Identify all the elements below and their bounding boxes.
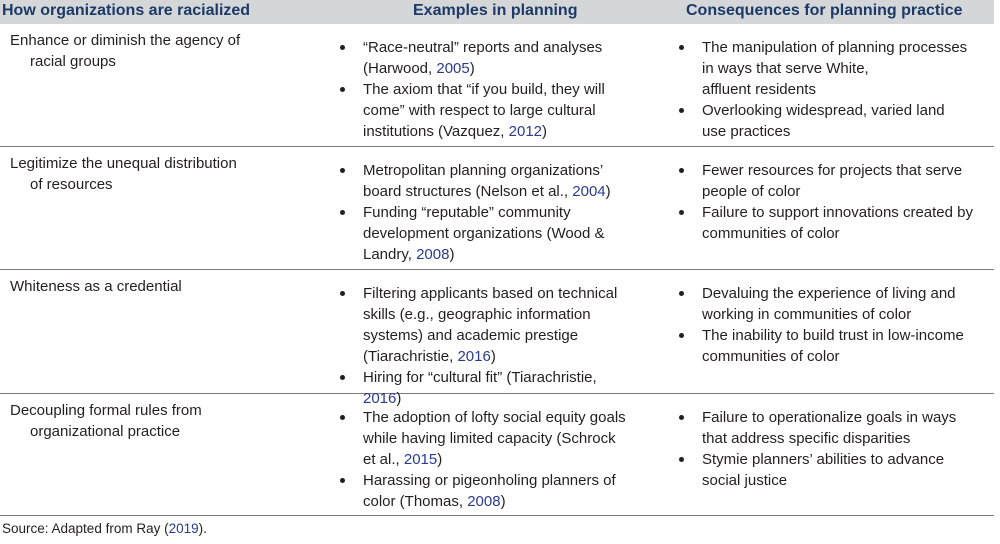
row-org-cell: Decoupling formal rules from organizational practice: [10, 402, 202, 440]
list-item: Hiring for “cultural fit” (Tiarachristie, 2016): [338, 367, 628, 409]
source-note: Source: Adapted from Ray (2019).: [2, 521, 207, 536]
row-examples-cell: [338, 283, 628, 409]
citation-link[interactable]: 2004: [572, 183, 606, 200]
row-consequences-cell: [677, 160, 989, 244]
citation-link[interactable]: 2012: [508, 123, 543, 140]
table-row: [0, 394, 994, 516]
row-consequences-cell: [677, 407, 989, 491]
row-org-cell: Enhance or diminish the agency of racial groups: [10, 32, 241, 70]
list-item: Filtering applicants based on technical skills (e.g., geographic information systems) and academic prestige (Tiarachristie, 2016): [338, 283, 628, 367]
list-item: The adoption of lofty social equity goals while having limited capacity (Schrock et al., 2015): [338, 407, 628, 470]
list-item: The manipulation of planning processes in ways that serve White, affluent residents: [677, 37, 989, 100]
list-item: Failure to operationalize goals in ways that address specific disparities: [677, 407, 989, 449]
list-item: Funding “reputable” community development organizations (Wood & Landry, 2008): [338, 202, 628, 265]
list-item: Devaluing the experience of living and working in communities of color: [677, 283, 989, 325]
list-item: Failure to support innovations created by communities of color: [677, 202, 989, 244]
citation-link[interactable]: 2019: [168, 521, 199, 536]
list-item: Harassing or pigeonholing planners of color (Thomas, 2008): [338, 470, 628, 512]
table-row: [0, 270, 994, 407]
citation-link[interactable]: 2016: [457, 348, 491, 365]
citation-link[interactable]: 2015: [403, 451, 438, 468]
citation-link[interactable]: 2008: [467, 493, 501, 510]
table-header: [0, 0, 994, 24]
row-examples-cell: [338, 37, 628, 142]
citation-link[interactable]: 2008: [416, 246, 450, 263]
row-examples-cell: [338, 407, 628, 512]
row-org-cell: Legitimize the unequal distribution of resources: [10, 155, 237, 193]
list-item: Overlooking widespread, varied land use practices: [677, 100, 989, 142]
header-how-racialized: How organizations are racialized: [2, 2, 251, 19]
row-consequences-cell: [677, 283, 989, 367]
header-consequences: Consequences for planning practice: [686, 2, 963, 19]
list-item: “Race-neutral” reports and analyses (Harwood, 2005): [338, 37, 628, 79]
list-item: Fewer resources for projects that serve people of color: [677, 160, 989, 202]
table-row: [0, 147, 994, 270]
row-org-cell: Whiteness as a credential: [10, 278, 182, 295]
list-item: Stymie planners’ abilities to advance social justice: [677, 449, 989, 491]
table-row: [0, 24, 994, 147]
citation-link[interactable]: 2005: [436, 60, 470, 77]
row-examples-cell: [338, 160, 628, 265]
header-examples: Examples in planning: [413, 2, 578, 19]
citation-link[interactable]: 2016: [363, 390, 397, 407]
list-item: Metropolitan planning organizations’ board structures (Nelson et al., 2004): [338, 160, 628, 202]
row-consequences-cell: [677, 37, 989, 142]
list-item: The inability to build trust in low-income communities of color: [677, 325, 989, 367]
list-item: The axiom that “if you build, they will come” with respect to large cultural institutions (Vazquez, 2012): [338, 79, 628, 142]
